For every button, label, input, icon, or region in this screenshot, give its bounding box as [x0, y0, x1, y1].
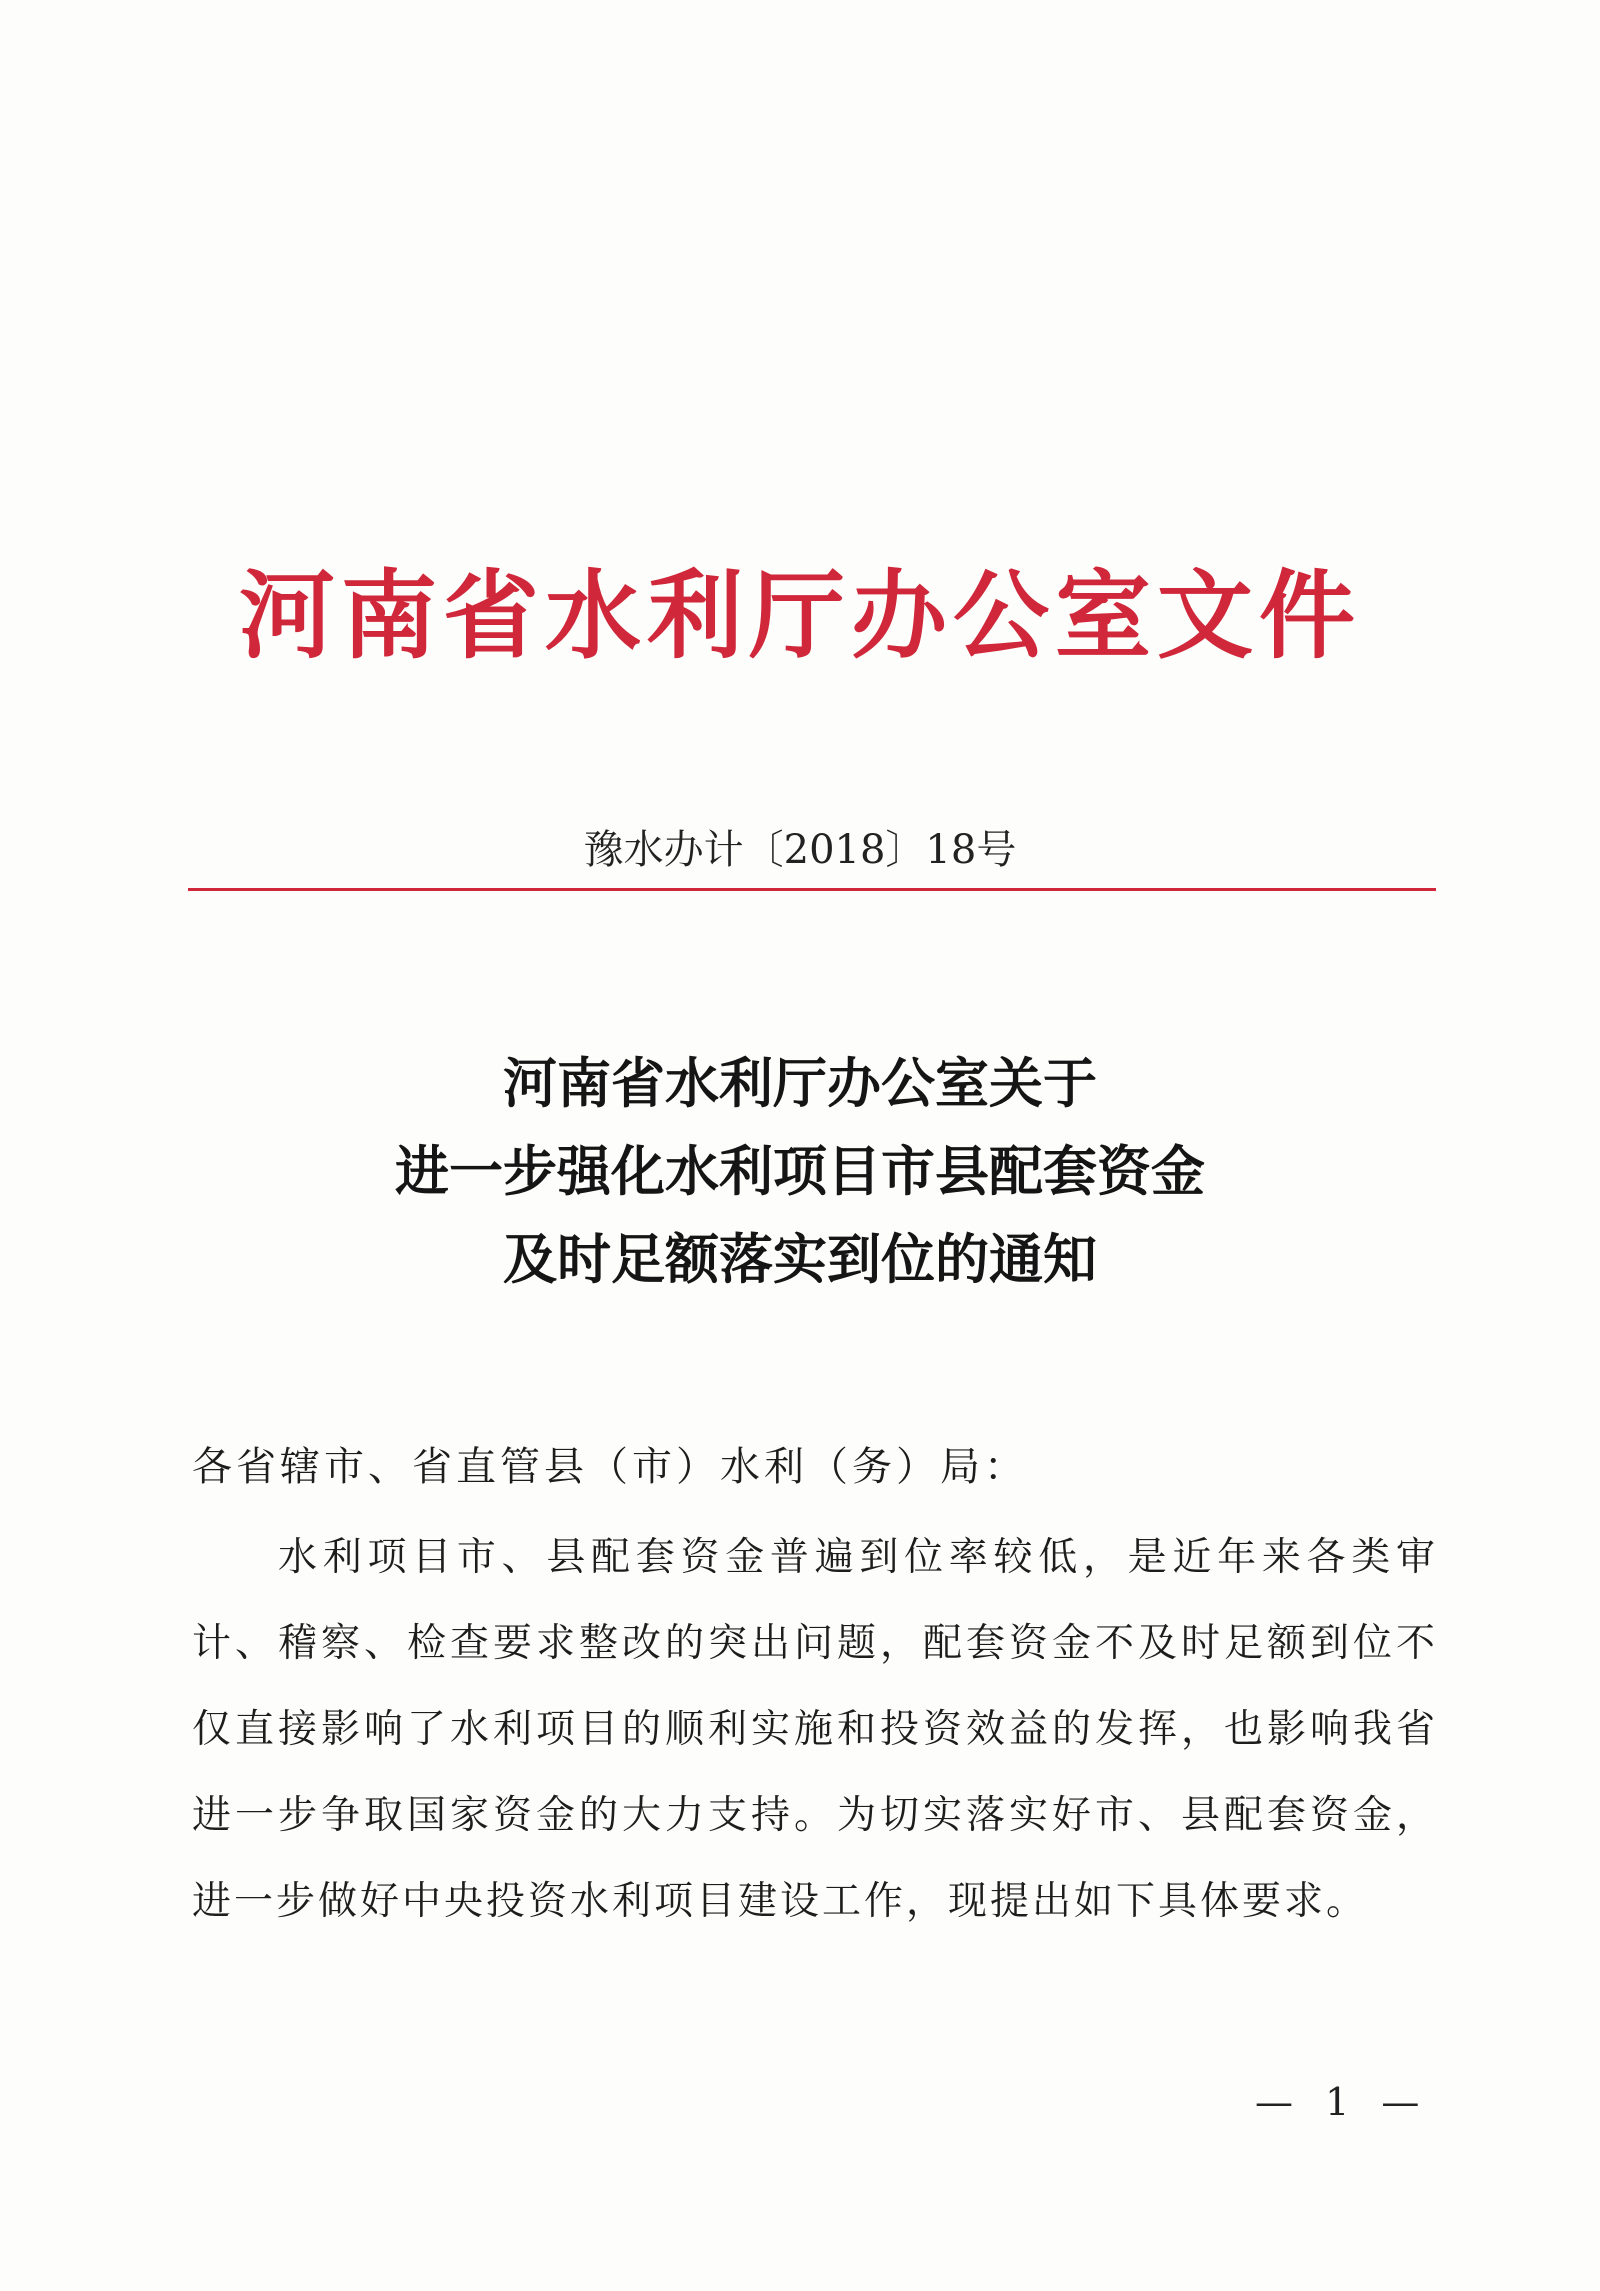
issuer-header-title: 河南省水利厅办公室文件: [239, 560, 1361, 672]
red-separator-line: [188, 888, 1436, 891]
body-paragraph: 水利项目市、县配套资金普遍到位率较低，是近年来各类审计、稽察、检查要求整改的突出问题，配套资金不及时足额到位不仅直接影响了水利项目的顺利实施和投资效益的发挥，也影响我省进一步争取国家资金的大力支持。为切实落实好市、县配套资金，进一步做好中央投资水利项目建设工作，现提出如下具体要求。: [192, 1535, 1438, 1924]
notice-title: [0, 1040, 1600, 1304]
notice-title-line-3: 及时足额落实到位的通知: [503, 1228, 1097, 1291]
addressee-line: 各省辖市、省直管县（市）水利（务）局：: [192, 1444, 1028, 1490]
document-number: 豫水办计〔2018〕18号: [583, 827, 1017, 873]
notice-title-line-1: 河南省水利厅办公室关于: [503, 1052, 1097, 1115]
notice-title-line-2: 进一步强化水利项目市县配套资金: [395, 1140, 1205, 1203]
page-number: — 1 —: [1255, 2080, 1430, 2124]
